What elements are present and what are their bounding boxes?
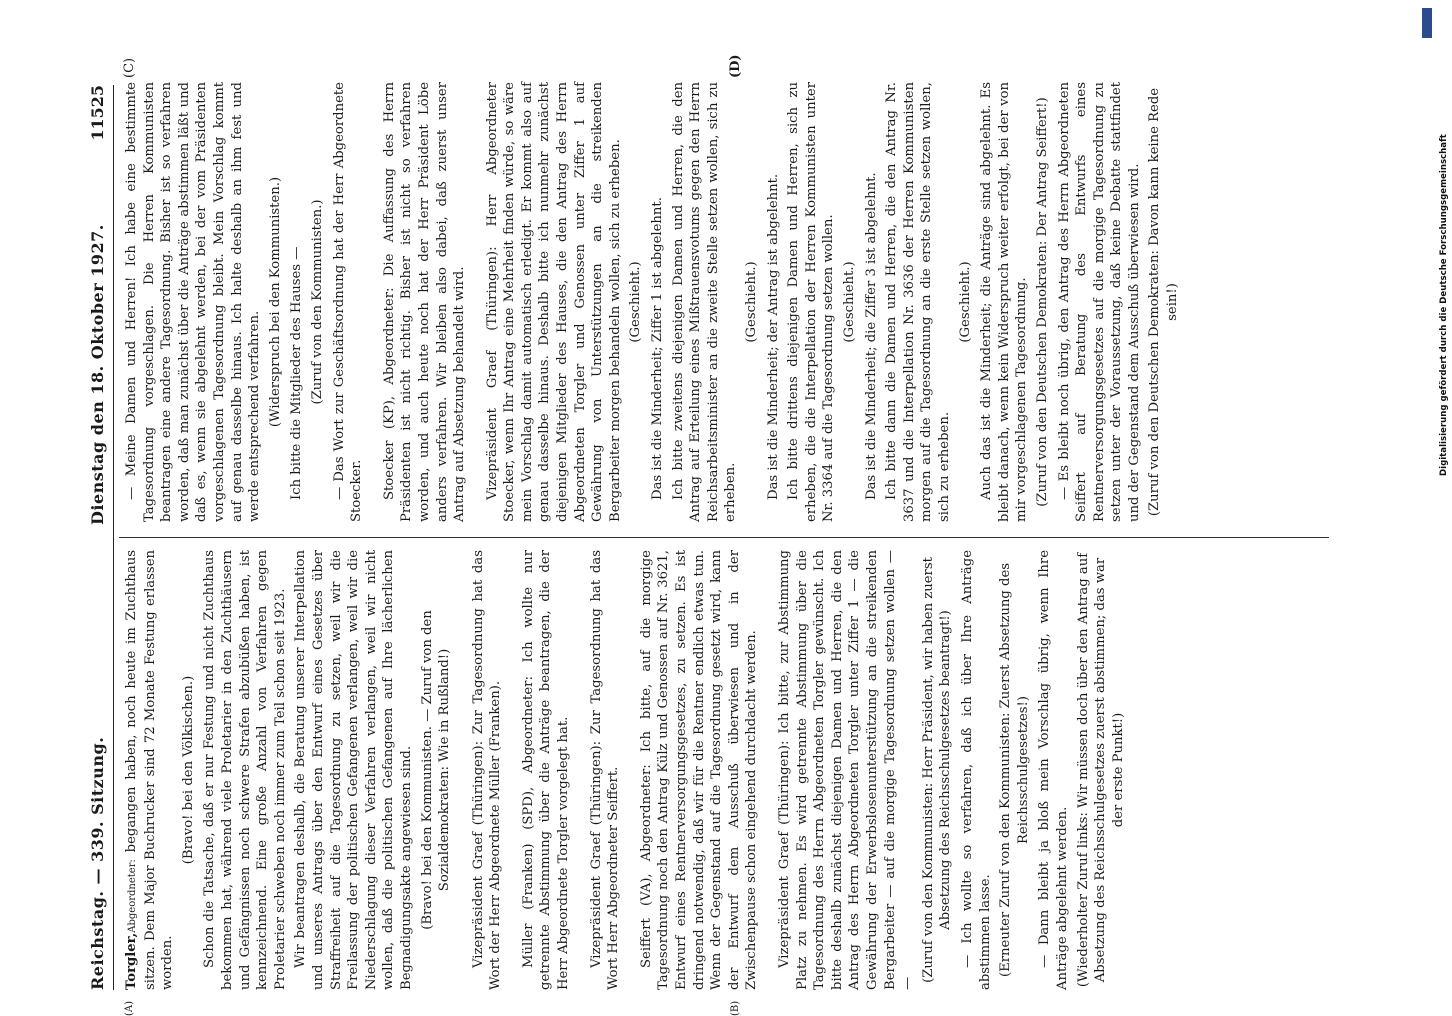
paragraph: Stoecker (KP), Abgeordneter: Die Auffassung des Herrn Präsidenten ist nicht richtig. Bisher ist nicht so verfahren worden, und auch heute noch hat der Herr Präsident Löbe anders verfahren. Wir bleiben also dabei, daß zuerst unser Antrag auf Absetzung behandelt wird. <box>381 82 468 522</box>
interjection: (Bravo! bei den Völkischen.) <box>180 675 196 865</box>
margin-mark-d: (D) <box>728 54 743 78</box>
paragraph: Ich bitte die Mitglieder des Hauses — <box>289 246 305 500</box>
header-date: Dienstag den 18. Oktober 1927. <box>88 224 107 525</box>
paragraph-gap <box>369 82 381 522</box>
paragraph: — Meine Damen und Herren! Ich habe eine bestimmte Tagesordnung vorgeschlagen. Die Herren Kommunisten beantragen eine andere Tagesordnung. Bisher ist so verfahren worden, daß man zunächst über die Anträge abstimmen läßt und daß es, wenn sie abgelehnt werden, bei der vom Präsidenten vorgeschlagenen Tagesordnung bleibt. Mein Vorschlag kommt auf genau dasselbe hinaus. Ich halte deshalb an ihm fest und werde entsprechend verfahren. <box>124 82 263 522</box>
paragraph-gap <box>764 550 776 990</box>
paragraph: Ich bitte zweitens diejenigen Damen und Herren, die den Antrag auf Erteilung eines Mißtrauensvotums gegen den Herrn Reichsarbeitsminister an die zweite Stelle setzen wollen, sich zu erheben. <box>670 82 739 522</box>
digitization-credit: Digitalisierung gefördert durch die Deutsche Forschungsgemeinschaft <box>1439 134 1449 476</box>
paragraph: — Dann bleibt ja bloß mein Vorschlag übrig, wenn Ihre Anträge abgelehnt werden. <box>1037 550 1070 990</box>
paragraph: Das ist die Minderheit; die Ziffer 3 ist abgelehnt. <box>863 172 879 500</box>
paragraph: Das ist die Minderheit; Ziffer 1 ist abgelehnt. <box>650 197 666 500</box>
paragraph-gap <box>626 550 638 990</box>
paragraph-gap <box>472 82 484 522</box>
interjection: (Zuruf von den Kommunisten: Herr Präsident, wir haben zuerst Absetzung des Reichsschulgesetzes beantragt!) <box>920 557 954 983</box>
paragraph: Vizepräsident Graef (Thüringen): Zur Tagesordnung hat das Wort Herr Abgeordneter Seiffert. <box>588 550 622 990</box>
page-number: 11525 <box>88 85 107 141</box>
paragraph: Müller (Franken) (SPD), Abgeordneter: Ich wollte nur getrennte Abstimmung über die Anträge beantragen, die der Herr Abgeordnete Torgler vorgelegt hat. <box>520 550 572 990</box>
right-column <box>123 82 1186 522</box>
column-rule <box>119 537 1329 538</box>
page-header <box>87 85 114 990</box>
interjection: (Zuruf von den Kommunisten.) <box>309 199 325 405</box>
interjection: (Geschieht.) <box>957 261 973 343</box>
interjection: (Geschieht.) <box>744 261 759 343</box>
paragraph: Ich bitte dann die Damen und Herren, die den Antrag Nr. 3637 und die Interpellation Nr. 3636 der Herren Kommunisten morgen auf die Tagesordnung an die erste Stelle setzen wollen, sich zu erheben. <box>884 82 952 522</box>
header-left: Reichstag. — 339. Sitzung. <box>88 736 107 990</box>
paragraph: Vizepräsident Graef (Thüringen): Ich bitte, zur Abstimmung Platz zu nehmen. Es wird getrennte Abstimmung über die Tagesordnung des Herrn Abgeordneten Torgler gewünscht. Ich bitte deshalb zunächst diejenigen Damen und Herren, die den Antrag des Herrn Abgeordneten Torgler unter Ziffer 1 — die Gewährung der Erwerbslosenunterstützung an die streikenden Bergarbeiter — auf die morgige Tagesordnung setzen wollen — — <box>777 550 916 990</box>
paragraph: — Das Wort zur Geschäftsordnung hat der Herr Abgeordnete Stoecker. <box>331 82 365 522</box>
interjection: (Geschieht.) <box>628 261 644 343</box>
paragraph: — Es bleibt noch übrig, den Antrag des Herrn Abgeordneten Seiffert auf Beratung des Entwurfs eines Rentnerversorgungsgesetzes auf die morgige Tagesordnung zu setzen unter der Voraussetzung, daß keine Debatte stattfindet und der Gegenstand dem Ausschuß überwiesen wird. <box>1056 82 1142 522</box>
paragraph-gap <box>508 550 520 990</box>
paragraph-gap <box>458 550 470 990</box>
interjection: (Erneuter Zuruf von den Kommunisten: Zuerst Absetzung des Reichsschulgesetzes!) <box>998 562 1031 978</box>
interjection: (Geschieht.) <box>841 261 857 343</box>
paragraph-gap <box>576 550 588 990</box>
paragraph-text: begangen haben, noch heute im Zuchthaus sitzen. Dem Major Buchrucker sind 72 Monate Festung erlassen worden. <box>124 550 176 990</box>
paragraph: Auch das ist die Minderheit; die Anträge sind abgelehnt. Es bleibt danach, wenn kein Widerspruch weiter erfolgt, bei der von mir vorgeschlagenen Tagesordnung. <box>979 82 1030 522</box>
interjection: (Zuruf von den Deutschen Demokraten: Davon kann keine Rede sein!) <box>1147 87 1181 517</box>
paragraph: Vizepräsident Graef (Thüringen): Herr Abgeordneter Stoecker, wenn Ihr Antrag eine Mehrheit finden würde, so wäre mein Vorschlag damit automatisch erledigt. Er kommt also auf genau dasselbe hinaus. Deshalb bitte ich nunmehr zunächst diejenigen Mitglieder des Hauses, die den Antrag des Herrn Abgeordneten Torgler und Genossen unter Ziffer 1 auf Gewährung von Unterstützungen an die streikenden Bergarbeiter morgen behandeln wollen, sich zu erheben. <box>484 82 623 522</box>
interjection: (Zuruf von den Deutschen Demokraten: Der Antrag Seiffert!) <box>1034 97 1050 507</box>
speaker-role: Abgeordneter: <box>127 859 138 933</box>
paragraph <box>123 550 177 990</box>
paragraph: Das ist die Minderheit; der Antrag ist abgelehnt. <box>765 173 781 500</box>
left-column <box>123 550 1131 990</box>
paragraph: Seiffert (VA), Abgeordneter: Ich bitte, auf die morgige Tagesordnung noch den Antrag Külz und Genossen auf Nr. 3621, Entwurf eines Rentnerversorgungsgesetzes, zu setzen. Es ist dringend notwendig, daß wir für die Rentner endlich etwas tun. Wenn der Gegenstand auf die Tagesordnung gesetzt wird, kann der Entwurf dem Ausschuß überwiesen und in der Zwischenpause schon eingehend durchdacht werden. <box>638 550 760 990</box>
paragraph: Vizepräsident Graef (Thüringen): Zur Tagesordnung hat das Wort der Herr Abgeordnete Müller (Franken). <box>470 550 504 990</box>
dfg-logo <box>1422 8 1442 38</box>
dfg-logo-text: DFG <box>1434 21 1442 38</box>
interjection: (Wiederholter Zuruf links: Wir müssen doch über den Antrag auf Absetzung des Reichsschulgesetzes zuerst abstimmen; das war der erste Punkt!) <box>1075 552 1126 988</box>
margin-mark-b: (B) <box>730 1000 741 1016</box>
paragraph: Ich bitte drittens diejenigen Damen und Herren, sich zu erheben, die die Interpellation der Herren Kommunisten unter Nr. 3364 auf die Tagesordnung setzen wollen. <box>786 82 837 522</box>
paragraph: Wir beantragen deshalb, die Beratung unserer Interpellation und unseres Antrags über den Entwurf eines Gesetzes über Straffreiheit auf die Tagesordnung zu setzen, weil wir die Freilassung der politischen Gefangenen verlangen, weil wir die Niederschlagung dieser Verfahren verlangen, weil wir nicht wollen, daß die politischen Gefangenen auf Ihre lächerlichen Begnadigungsakte angewiesen sind. <box>293 550 414 990</box>
document-page <box>87 54 1347 1016</box>
paragraph: Schon die Tatsache, daß er nur Festung und nicht Zuchthaus bekommen hat, während viele Proletarier in den Zuchthäusern und Gefängnissen noch schwere Strafen abzubüßen haben, ist kennzeichnend. Eine große Anzahl von Verfahren gegen Proletarier schweben noch immer zum Teil schon seit 1923. <box>202 550 288 990</box>
interjection: (Bravo! bei den Kommunisten. — Zuruf von den Sozialdemokraten: Wie in Rußland!) <box>419 610 453 930</box>
margin-mark-c: (C) <box>122 57 137 78</box>
interjection: (Widerspruch bei den Kommunisten.) <box>267 176 283 428</box>
margin-mark-a: (A) <box>124 1000 135 1016</box>
speaker-name: Torgler, <box>124 932 139 990</box>
paragraph: — Ich wollte so verfahren, daß ich über Ihre Anträge abstimmen lasse. <box>959 550 993 990</box>
